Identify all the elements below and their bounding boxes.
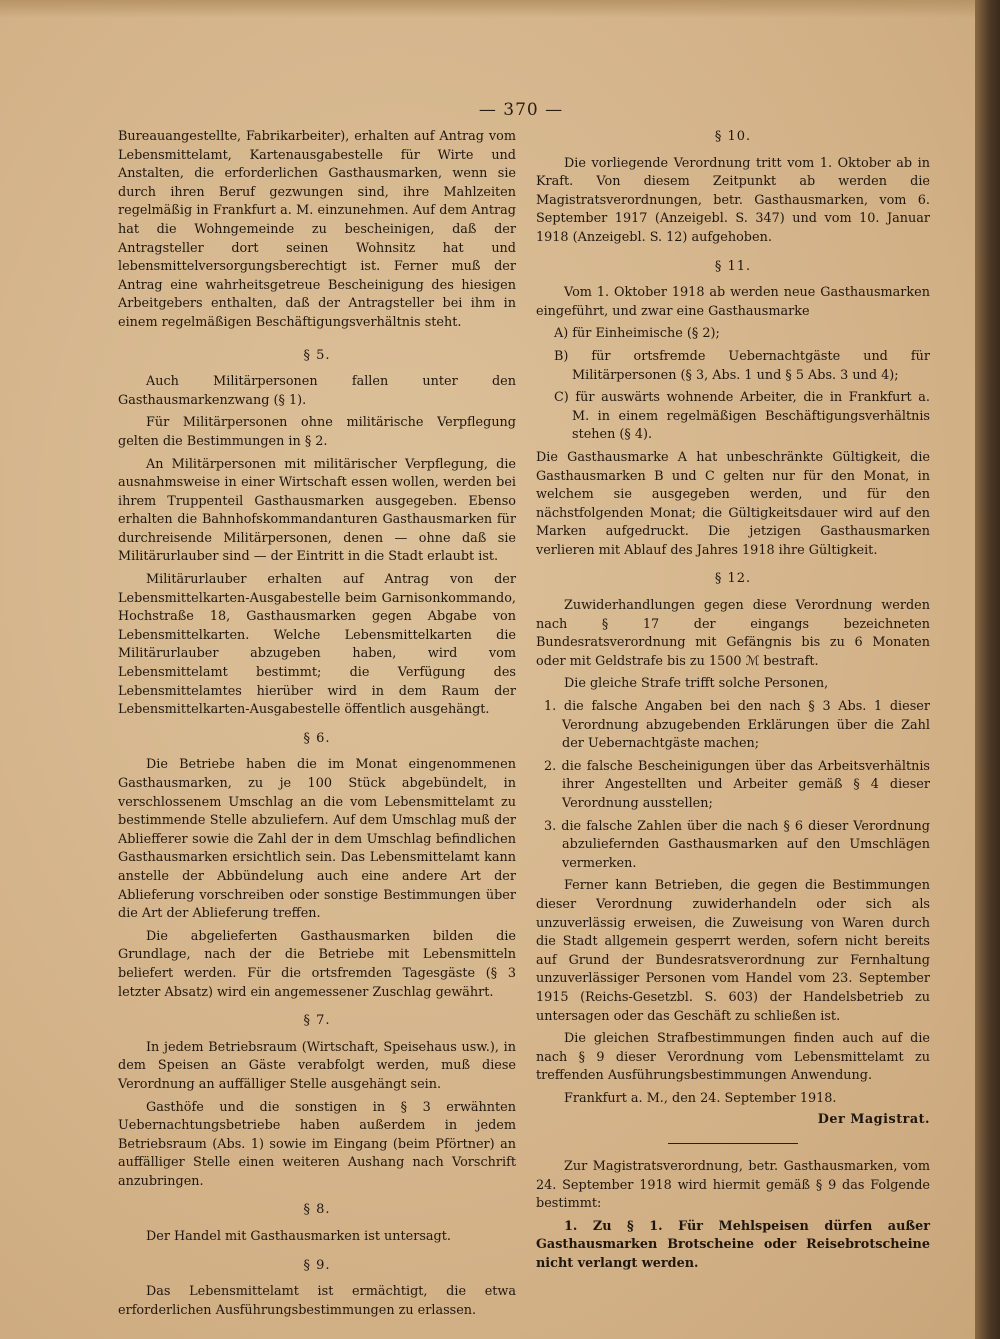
paragraph: Gasthöfe und die sonstigen in § 3 erwähnten Uebernachtungsbetriebe haben außerdem in jedem Betriebsraum (Abs. 1) sowie im Eingang (beim Pförtner) an auffälliger Stelle einen weiteren Aushang nach Vorschrift anzubringen. xyxy=(118,1099,516,1189)
paragraph: Auch Militärpersonen fallen unter den Gasthausmarkenzwang (§ 1). xyxy=(118,374,516,408)
paragraph: Militärurlauber erhalten auf Antrag von der Lebensmittelkarten-Ausgabestelle beim Garnisonkommando, Hochstraße 18, Gasthausmarken gegen Abgabe von Lebensmittelkarten. Welche Lebensmittelkarten die Militärurlauber abzugeben haben, wird vom Lebensmittelamt bestimmt; die Verfügung des Lebensmittelamtes hierüber wird in dem Raum der Lebensmittelkarten-Ausgabestelle öffentlich ausgehängt. xyxy=(118,572,516,718)
section-heading-9: § 9. xyxy=(303,1257,331,1273)
paragraph: Das Lebensmittelamt ist ermächtigt, die etwa erforderlichen Ausführungsbestimmungen zu erlassen. xyxy=(118,1284,516,1318)
paragraph: In jedem Betriebsraum (Wirtschaft, Speisehaus usw.), in dem Speisen an Gäste verabfolgt werden, muß diese Verordnung an auffälliger Stelle ausgehängt sein. xyxy=(118,1039,516,1092)
list-item: C) für auswärts wohnende Arbeiter, die in Frankfurt a. M. in einem regelmäßigen Beschäftigungsverhältnis stehen (§ 4). xyxy=(554,390,930,443)
section-heading-10: § 10. xyxy=(714,129,752,144)
paragraph: Die Gasthausmarke A hat unbeschränkte Gültigkeit, die Gasthausmarken B und C gelten nur für den Monat, in welchem sie ausgegeben werden, und für den nächstfolgenden Monat; die Gültigkeitsdauer wird auf den Marken aufgedruckt. Die jetzigen Gasthausmarken verlieren mit Ablauf des Jahres 1918 ihre Gültigkeit. xyxy=(536,449,930,558)
section-heading-8: § 8. xyxy=(303,1202,331,1218)
page-top-shadow xyxy=(0,0,975,18)
appendix-item: 1. Zu § 1. Für Mehlspeisen dürfen außer Gasthausmarken Brotscheine oder Reisebrotscheine nicht verlangt werden. xyxy=(536,1218,930,1272)
paragraph: Die Betriebe haben die im Monat eingenommenen Gasthausmarken, zu je 100 Stück abgebündelt, in verschlossenem Umschlag an die vom Lebensmittelamt zu bestimmende Stelle abzuliefern. Auf dem Umschlag muß der Abliefferer sowie die Zahl der in dem Umschlag befindlichen Gasthausmarken ersichtlich sein. Das Lebensmittelamt kann anstelle der Abbündelung auch eine andere Art der Ablieferung vorschreiben oder sonstige Bestimmungen über die Art der Ablieferung treffen. xyxy=(118,757,516,922)
book-spine-edge xyxy=(975,0,1000,1339)
paragraph: Zuwiderhandlungen gegen diese Verordnung werden nach § 17 der eingangs bezeichneten Bundesratsverordnung mit Gefängnis bis zu 6 Monaten oder mit Geldstrafe bis zu 1500 ℳ bestraft. xyxy=(536,598,930,669)
list-item: B) für ortsfremde Uebernachtgäste und für Militärpersonen (§ 3, Abs. 1 und § 5 Abs. 3 und 4); xyxy=(554,348,930,383)
paragraph: Die gleichen Strafbestimmungen finden auch auf die nach § 9 dieser Verordnung vom Lebensmittelamt zu treffenden Ausführungsbestimmungen Anwendung. xyxy=(536,1031,930,1084)
right-column xyxy=(536,128,930,1278)
left-column xyxy=(118,128,516,1324)
list-item: 2. die falsche Bescheinigungen über das Arbeitsverhältnis ihrer Angestellten und Arbeiter gemäß § 4 dieser Verordnung ausstellen; xyxy=(544,758,930,811)
date-line: Frankfurt a. M., den 24. September 1918. xyxy=(564,1090,837,1106)
list-item: A) für Einheimische (§ 2); xyxy=(554,326,720,342)
paragraph: Die vorliegende Verordnung tritt vom 1. Oktober ab in Kraft. Von diesem Zeitpunkt ab werden die Magistratsverordnungen, betr. Gasthausmarken, vom 6. September 1917 (Anzeigebl. S. 347) und vom 10. Januar 1918 (Anzeigebl. S. 12) aufgehoben. xyxy=(536,155,930,245)
section-heading-7: § 7. xyxy=(303,1013,331,1029)
paragraph: An Militärpersonen mit militärischer Verpflegung, die ausnahmsweise in einer Wirtschaft essen wollen, werden bei ihrem Truppenteil Gasthausmarken ausgegeben. Ebenso erhalten die Bahnhofskommandanturen Gasthausmarken für durchreisende Militärpersonen, denen — ohne daß sie Militärurlauber sind — der Eintritt in die Stadt erlaubt ist. xyxy=(118,456,516,565)
signature: Der Magistrat. xyxy=(817,1111,930,1127)
paragraph: Ferner kann Betrieben, die gegen die Bestimmungen dieser Verordnung zuwiderhandeln oder sich als unzuverlässig erweisen, die Zuweisung von Waren durch die Stadt allgemein gesperrt werden, sofern nicht bereits auf Grund der Bundesratsverordnung zur Fernhaltung unzuverlässiger Personen vom Handel vom 23. September 1915 (Reichs-Gesetzbl. S. 603) der Handelsbetrieb zu untersagen oder das Geschäft zu schließen ist. xyxy=(536,878,930,1024)
divider xyxy=(668,1143,798,1144)
section-heading-5: § 5. xyxy=(303,347,331,363)
paragraph: Vom 1. Oktober 1918 ab werden neue Gasthausmarken eingeführt, und zwar eine Gasthausmarke xyxy=(536,285,930,319)
list-item: 1. die falsche Angaben bei den nach § 3 Abs. 1 dieser Verordnung abzugebenden Erklärungen über die Zahl der Uebernachtgäste machen; xyxy=(544,699,930,752)
section-heading-12: § 12. xyxy=(714,571,752,587)
appendix-paragraph: Zur Magistratsverordnung, betr. Gasthausmarken, vom 24. September 1918 wird hiermit gemäß § 9 das Folgende bestimmt: xyxy=(536,1159,930,1212)
paragraph: Die gleiche Strafe trifft solche Personen, xyxy=(564,676,829,692)
section-heading-6: § 6. xyxy=(303,730,331,746)
paragraph: Für Militärpersonen ohne militärische Verpflegung gelten die Bestimmungen in § 2. xyxy=(118,415,516,449)
intro-paragraph: Bureauangestellte, Fabrikarbeiter), erhalten auf Antrag vom Lebensmittelamt, Kartenausgabestelle für Wirte und Anstalten, die erforderlichen Gasthausmarken, wenn sie durch ihren Beruf gezwungen sind, ihre Mahlzeiten regelmäßig in Frankfurt a. M. einzunehmen. Auf dem Antrag hat die Wohngemeinde zu bescheinigen, daß der Antragsteller dort seinen Wohnsitz hat und lebensmittelversorgungsberechtigt ist. Ferner muß der Antrag eine wahrheitsgetreue Bescheinigung des hiesigen Arbeitgebers enthalten, daß der Antragsteller bei ihm in einem regelmäßigen Beschäftigungsverhältnis steht. xyxy=(118,129,516,330)
page-number: — 370 — xyxy=(478,100,564,120)
paragraph: Die abgelieferten Gasthausmarken bilden die Grundlage, nach der die Betriebe mit Lebensmitteln beliefert werden. Für die ortsfremden Tagesgäste (§ 3 letzter Absatz) wird ein angemessener Zuschlag gewährt. xyxy=(118,928,516,1000)
list-item: 3. die falsche Zahlen über die nach § 6 dieser Verordnung abzuliefernden Gasthausmarken auf den Umschlägen vermerken. xyxy=(544,818,930,871)
paragraph: Der Handel mit Gasthausmarken ist untersagt. xyxy=(146,1229,451,1245)
section-heading-11: § 11. xyxy=(714,258,752,274)
